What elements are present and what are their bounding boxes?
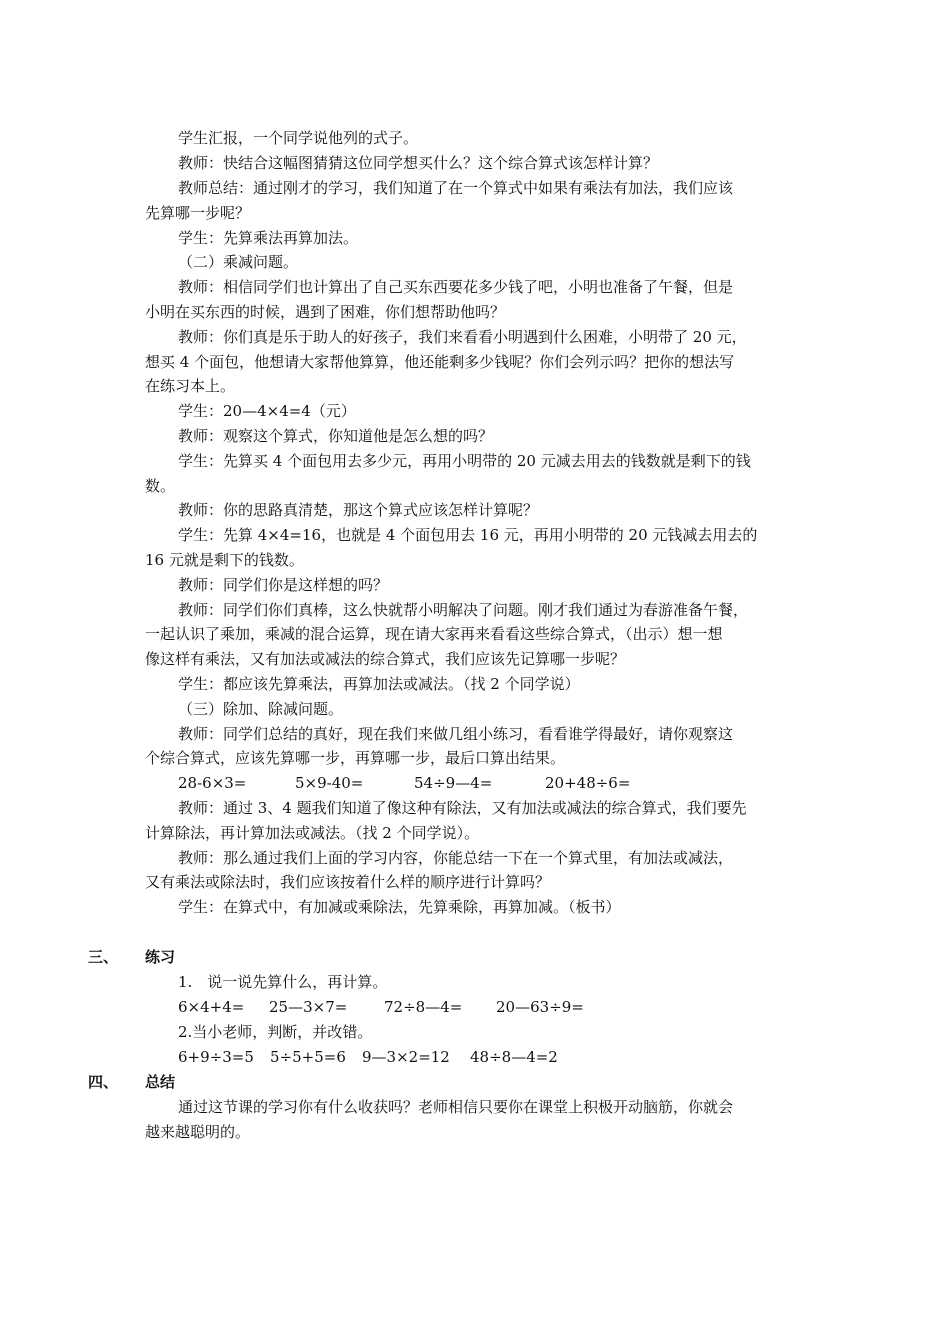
math-expression: 6×4+4= bbox=[178, 998, 245, 1016]
paragraph-line: 又有乘法或除法时，我们应该按着什么样的顺序进行计算吗？ bbox=[145, 873, 551, 891]
paragraph-line: 在练习本上。 bbox=[145, 377, 236, 395]
paragraph-line: 16 元就是剩下的钱数。 bbox=[145, 551, 304, 569]
subsection-heading: （三）除加、除减问题。 bbox=[178, 700, 344, 718]
paragraph-line: 教师：同学们总结的真好，现在我们来做几组小练习，看看谁学得最好，请你观察这 bbox=[178, 725, 734, 743]
paragraph-line: 像这样有乘法，又有加法或减法的综合算式，我们应该先记算哪一步呢？ bbox=[145, 650, 626, 668]
paragraph-line: 学生：20—4×4=4（元） bbox=[178, 402, 356, 420]
section-title: 练习 bbox=[145, 948, 176, 966]
section-title: 总结 bbox=[145, 1073, 176, 1091]
math-expression: 28-6×3= bbox=[178, 774, 247, 792]
paragraph-line: 小明在买东西的时候，遇到了困难，你们想帮助他吗？ bbox=[145, 303, 506, 321]
paragraph-line: 教师：快结合这幅图猜猜这位同学想买什么？这个综合算式该怎样计算？ bbox=[178, 154, 659, 172]
paragraph-line: 学生：先算 4×4=16，也就是 4 个面包用去 16 元，再用小明带的 20 元钱减去用去的 bbox=[178, 526, 758, 544]
paragraph-line: 教师：你们真是乐于助人的好孩子，我们来看看小明遇到什么困难，小明带了 20 元， bbox=[178, 328, 747, 346]
math-expression: 20+48÷6= bbox=[545, 774, 631, 792]
paragraph-line: 学生：在算式中，有加减或乘除法，先算乘除，再算加减。（板书） bbox=[178, 898, 621, 916]
paragraph-line: 教师：你的思路真清楚，那这个算式应该怎样计算呢？ bbox=[178, 501, 539, 519]
paragraph-line: 学生汇报，一个同学说他列的式子。 bbox=[178, 129, 419, 147]
section-number: 四、 bbox=[88, 1073, 119, 1091]
paragraph-line: 越来越聪明的。 bbox=[145, 1123, 251, 1141]
paragraph-line: 学生：都应该先算乘法，再算加法或减法。（找 2 个同学说） bbox=[178, 675, 580, 693]
paragraph-line: 教师：观察这个算式，你知道他是怎么想的吗？ bbox=[178, 427, 494, 445]
paragraph-line: 教师总结：通过刚才的学习，我们知道了在一个算式中如果有乘法有加法，我们应该 bbox=[178, 179, 734, 197]
paragraph-line: 计算除法，再计算加法或减法。（找 2 个同学说）。 bbox=[145, 824, 480, 842]
math-expression: 54÷9—4= bbox=[414, 774, 493, 792]
paragraph-line: 个综合算式，应该先算哪一步，再算哪一步，最后口算出结果。 bbox=[145, 749, 566, 767]
paragraph-line: 学生：先算买 4 个面包用去多少元，再用小明带的 20 元减去用去的钱数就是剩下的钱 bbox=[178, 452, 751, 470]
exercise-prompt: 2.当小老师，判断，并改错。 bbox=[178, 1023, 373, 1041]
paragraph-line: 学生：先算乘法再算加法。 bbox=[178, 229, 359, 247]
paragraph-line: 想买 4 个面包，他想请大家帮他算算，他还能剩多少钱呢？你们会列示吗？把你的想法写 bbox=[145, 353, 735, 371]
math-expression: 20—63÷9= bbox=[496, 998, 584, 1016]
exercise-prompt: 1. 说一说先算什么，再计算。 bbox=[178, 973, 388, 991]
paragraph-line: 通过这节课的学习你有什么收获吗？老师相信只要你在课堂上积极开动脑筋，你就会 bbox=[178, 1098, 734, 1116]
paragraph-line: 教师：相信同学们也计算出了自己买东西要花多少钱了吧，小明也准备了午餐，但是 bbox=[178, 278, 734, 296]
paragraph-line: 教师：通过 3、4 题我们知道了像这种有除法，又有加法或减法的综合算式，我们要先 bbox=[178, 799, 747, 817]
paragraph-line: 一起认识了乘加，乘减的混合运算，现在请大家再来看看这些综合算式，（出示）想一想 bbox=[145, 625, 723, 643]
paragraph-line: 教师：同学们你是这样想的吗？ bbox=[178, 576, 389, 594]
math-expression: 72÷8—4= bbox=[384, 998, 463, 1016]
math-expression: 25—3×7= bbox=[269, 998, 348, 1016]
paragraph-line: 先算哪一步呢？ bbox=[145, 204, 251, 222]
math-expression: 6+9÷3=5 bbox=[178, 1048, 254, 1066]
math-expression: 5÷5+5=6 bbox=[270, 1048, 346, 1066]
subsection-heading: （二）乘减问题。 bbox=[178, 253, 299, 271]
paragraph-line: 教师：同学们你们真棒，这么快就帮小明解决了问题。刚才我们通过为春游准备午餐， bbox=[178, 601, 749, 619]
math-expression: 5×9-40= bbox=[295, 774, 364, 792]
paragraph-line: 数。 bbox=[145, 477, 176, 495]
section-number: 三、 bbox=[88, 948, 119, 966]
math-expression: 9—3×2=12 bbox=[362, 1048, 450, 1066]
paragraph-line: 教师：那么通过我们上面的学习内容，你能总结一下在一个算式里，有加法或减法， bbox=[178, 849, 734, 867]
math-expression: 48÷8—4=2 bbox=[470, 1048, 558, 1066]
